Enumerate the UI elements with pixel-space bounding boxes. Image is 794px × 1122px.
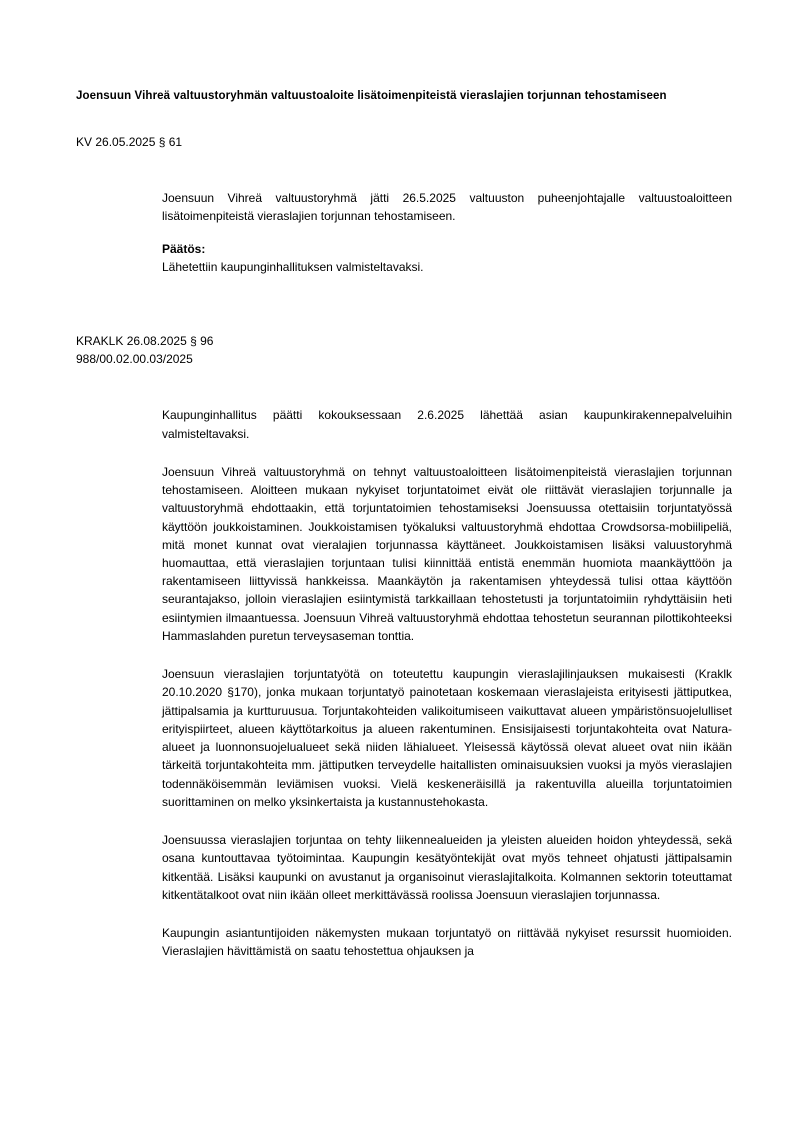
body-paragraph: Kaupunginhallitus päätti kokouksessaan 2.6.2025 lähettää asian kaupunkirakennepalveluihin valmisteltavaksi. xyxy=(162,408,732,441)
decision-text: Lähetettiin kaupunginhallituksen valmisteltavaksi. xyxy=(162,260,424,275)
body-paragraph: Joensuun Vihreä valtuustoryhmä on tehnyt valtuustoaloitteen lisätoimenpiteistä vieraslajien torjunnan tehostamiseen. Aloitteen mukaan nykyiset torjuntatoimet eivät ole riittävät vieraslajien torjunnalle ja valtuustoryhmä ehdottaakin, että torjuntatoimien tehostamiseksi Joensuussa otettaisiin torjuntatyössä käyttöön joukkoistaminen. Joukkoistamisen työkaluksi valtuustoryhmä ehdottaa Crowdsorsa-mobiilipeliä, mitä monet kunnat ovat vieralajien torjunnassa käyttäneet. Joukkoistamisen lisäksi valuustoryhmä huomauttaa, että vieraslajien torjuntaan tulisi kiinnittää entistä enemmän huomiota maankäyttöön ja rakentamiseen liittyvissä hankkeissa. Maankäytön ja rakentamisen yhteydessä tulisi ottaa käyttöön seurantajakso, jolloin vieraslajien esiintymistä tarkkaillaan tehostetusti ja torjuntatoimiin ryhdyttäisiin heti esiintymien ilmaantuessa. Joensuun Vihreä valtuustoryhmä ehdottaa tehostetun seurannan pilottikohteeksi Hammaslahden puretun terveysaseman tonttia. xyxy=(162,464,732,643)
page-title: Joensuun Vihreä valtuustoryhmän valtuustoaloite lisätoimenpiteistä vieraslajien torjunnan tehostamiseen xyxy=(76,90,667,102)
spacer xyxy=(76,368,732,406)
spacer xyxy=(162,443,732,463)
spacer xyxy=(76,276,732,332)
spacer xyxy=(76,151,732,189)
section-two-reference: KRAKLK 26.08.2025 § 96 xyxy=(76,334,214,349)
section-two-body xyxy=(162,406,732,960)
body-paragraph: Joensuun vieraslajien torjuntatyötä on toteutettu kaupungin vieraslajilinjauksen mukaisesti (Kraklk 20.10.2020 §170), jonka mukaan torjuntatyö painotetaan koskemaan vieraslajeista erityisesti jättiputkea, jättipalsamia ja kurtturuusua. Torjuntakohteiden valikoitumiseen vaikuttavat alueen ympäristönsuojelulliset erityispiirteet, alueen käyttötarkoitus ja alueen rakentuminen. Ensisijaisesti torjuntakohteita ovat Natura-alueet ja luonnonsuojelualueet sekä niiden lähialueet. Yleisessä käytössä olevat alueet ovat niin ikään tärkeitä torjuntakohteita mm. jättiputken terveydelle haitallisten ominaisuuksien vuoksi ja myös vieraslajien todennäköisemmän leviämisen vuoksi. Vielä keskeneräisillä ja rakentuvilla alueilla torjuntatoimien suorittaminen on melko yksinkertaista ja kustannustehokasta. xyxy=(162,667,732,809)
body-paragraph: Joensuussa vieraslajien torjuntaa on tehty liikennealueiden ja yleisten alueiden hoidon yhteydessä, sekä osana kuntouttavaa työtoimintaa. Kaupungin kesätyöntekijät ovat myös tehneet ohjatusti jättipalsamin kitkentää. Lisäksi kaupunki on avustanut ja organisoinut vieraslajitalkoita. Kolmannen sektorin toteuttamat kitkentätalkoot ovat niin ikään olleet merkittävässä roolissa Joensuun vieraslajien torjunnassa. xyxy=(162,833,732,902)
spacer xyxy=(162,645,732,665)
decision-label: Päätös: xyxy=(162,242,206,257)
section-one-reference: KV 26.05.2025 § 61 xyxy=(76,134,183,149)
spacer xyxy=(162,225,732,240)
spacer xyxy=(162,904,732,924)
section-two-diary-number: 988/00.02.00.03/2025 xyxy=(76,352,193,367)
section-one-paragraph: Joensuun Vihreä valtuustoryhmä jätti 26.5.2025 valtuuston puheenjohtajalle valtuustoaloitteen lisätoimenpiteistä vieraslajien torjunnan tehostamiseen. xyxy=(162,190,732,223)
section-one-body xyxy=(162,189,732,277)
section-two-header xyxy=(76,332,732,368)
spacer xyxy=(162,811,732,831)
body-paragraph: Kaupungin asiantuntijoiden näkemysten mukaan torjuntatyö on riittävää nykyiset resurssit huomioiden. Vieraslajien hävittämistä on saatu tehostettua ohjauksen ja xyxy=(162,926,732,959)
